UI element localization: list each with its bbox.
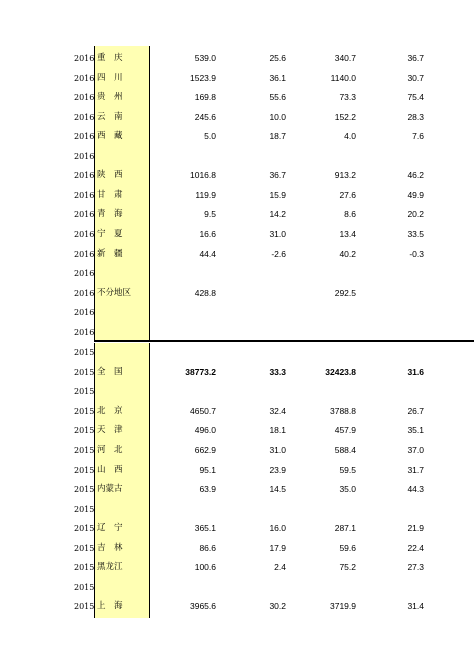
year-cell: 2016 [74, 171, 95, 181]
table-row [0, 284, 474, 303]
region-cell [97, 303, 147, 322]
year-cell: 2016 [74, 93, 95, 103]
year-cell: 2016 [74, 151, 95, 161]
value-cell-3 [290, 343, 356, 362]
value-cell-1: 44.4 [199, 248, 216, 259]
year-cell: 2015 [74, 406, 95, 416]
year-cell: 2016 [74, 327, 95, 337]
value-cell-3 [290, 382, 356, 401]
value-cell-3: 35.0 [339, 484, 356, 495]
value-cell-4: 27.3 [407, 562, 424, 573]
year-cell: 2015 [74, 563, 95, 573]
table-row [0, 402, 474, 421]
value-cell-2 [220, 147, 286, 166]
table-row [0, 166, 474, 185]
region-cell: 北 京 [97, 405, 123, 416]
value-cell-1: 1016.8 [190, 170, 216, 181]
value-cell-3: 4.0 [344, 131, 356, 142]
value-cell-1: 169.8 [194, 92, 216, 103]
value-cell-2: 15.9 [269, 189, 286, 200]
table-row [0, 461, 474, 480]
value-cell-1: 428.8 [194, 287, 216, 298]
year-cell: 2016 [74, 73, 95, 83]
year-cell: 2016 [74, 269, 95, 279]
value-cell-4: 31.6 [407, 366, 424, 377]
region-cell: 青 海 [97, 209, 123, 220]
value-cell-4: -0.3 [409, 248, 424, 259]
value-cell-4 [360, 382, 424, 401]
region-cell: 四 川 [97, 72, 123, 83]
region-cell: 贵 州 [97, 92, 123, 103]
region-cell: 陕 西 [97, 170, 123, 181]
value-cell-4: 21.9 [407, 523, 424, 534]
value-cell-4: 7.6 [412, 131, 424, 142]
value-cell-1: 365.1 [194, 523, 216, 534]
value-cell-1 [150, 500, 216, 519]
value-cell-4 [360, 147, 424, 166]
table-row [0, 205, 474, 224]
value-cell-1: 3965.6 [190, 601, 216, 612]
table-row [0, 186, 474, 205]
table-row [0, 245, 474, 264]
value-cell-2 [220, 382, 286, 401]
value-cell-3: 287.1 [334, 523, 356, 534]
region-cell [97, 264, 147, 283]
year-cell: 2015 [74, 582, 95, 592]
value-cell-1: 662.9 [194, 445, 216, 455]
value-cell-1: 86.6 [199, 542, 216, 553]
value-cell-3 [290, 323, 356, 342]
value-cell-1: 9.5 [204, 209, 216, 220]
value-cell-2 [220, 303, 286, 322]
value-cell-4: 75.4 [407, 92, 424, 103]
table-row [0, 382, 474, 401]
value-cell-2: 55.6 [269, 92, 286, 103]
value-cell-2 [220, 343, 286, 362]
table-row [0, 597, 474, 616]
value-cell-4: 26.7 [407, 405, 424, 416]
region-cell: 黑龙江 [97, 562, 123, 573]
year-cell: 2016 [74, 132, 95, 142]
table-row [0, 108, 474, 127]
value-cell-3: 3788.8 [330, 405, 356, 416]
value-cell-4: 31.4 [407, 601, 424, 612]
table-row [0, 363, 474, 382]
year-cell: 2016 [74, 288, 95, 298]
value-cell-4: 30.7 [407, 72, 424, 83]
table-row [0, 480, 474, 499]
value-cell-4 [360, 264, 424, 283]
value-cell-1 [150, 147, 216, 166]
value-cell-2: 10.0 [269, 111, 286, 122]
region-cell: 新 疆 [97, 248, 123, 259]
value-cell-1: 38773.2 [185, 366, 216, 377]
value-cell-2: 31.0 [269, 445, 286, 455]
value-cell-4: 35.1 [407, 425, 424, 436]
value-cell-4: 20.2 [407, 209, 424, 220]
region-cell: 山 西 [97, 464, 123, 475]
region-cell [97, 382, 147, 401]
year-cell: 2016 [74, 210, 95, 220]
value-cell-3 [290, 264, 356, 283]
value-cell-2: 33.3 [269, 366, 286, 377]
year-cell: 2015 [74, 543, 95, 553]
value-cell-3 [290, 303, 356, 322]
value-cell-2 [220, 323, 286, 342]
value-cell-2: 16.0 [269, 523, 286, 534]
year-cell: 2015 [74, 387, 95, 397]
value-cell-4: 31.7 [407, 464, 424, 475]
value-cell-2: 14.5 [269, 484, 286, 495]
year-cell: 2016 [74, 112, 95, 122]
table-row [0, 49, 474, 68]
value-cell-1: 16.6 [199, 228, 216, 239]
value-cell-3: 152.2 [334, 111, 356, 122]
value-cell-1: 119.9 [195, 189, 216, 200]
value-cell-2: 25.6 [269, 53, 286, 63]
value-cell-3 [290, 578, 356, 597]
value-cell-2 [220, 578, 286, 597]
value-cell-2 [220, 284, 286, 303]
value-cell-3: 59.6 [339, 542, 356, 553]
value-cell-1 [150, 264, 216, 283]
table-row [0, 421, 474, 440]
value-cell-2: 32.4 [269, 405, 286, 416]
region-cell: 宁 夏 [97, 228, 123, 239]
value-cell-3: 588.4 [334, 445, 356, 455]
value-cell-1 [150, 382, 216, 401]
value-cell-4: 33.5 [407, 228, 424, 239]
value-cell-2: 18.1 [269, 425, 286, 436]
year-cell: 2015 [74, 602, 95, 612]
value-cell-2 [220, 500, 286, 519]
value-cell-1: 539.0 [194, 53, 216, 63]
value-cell-3: 8.6 [344, 209, 356, 220]
region-cell: 河 北 [97, 445, 123, 455]
table-row [0, 69, 474, 88]
table-row [0, 519, 474, 538]
region-cell: 辽 宁 [97, 523, 123, 534]
value-cell-3: 75.2 [339, 562, 356, 573]
table-row [0, 558, 474, 577]
table-row [0, 225, 474, 244]
region-cell: 西 藏 [97, 131, 123, 142]
region-cell [97, 147, 147, 166]
value-cell-1 [150, 323, 216, 342]
value-cell-2 [220, 264, 286, 283]
value-cell-4: 46.2 [407, 170, 424, 181]
value-cell-4 [360, 578, 424, 597]
region-cell [97, 500, 147, 519]
table-row [0, 127, 474, 146]
value-cell-2: 36.1 [269, 72, 286, 83]
year-cell: 2016 [74, 308, 95, 318]
value-cell-2: 2.4 [274, 562, 286, 573]
value-cell-4 [360, 343, 424, 362]
value-cell-1: 100.6 [194, 562, 216, 573]
value-cell-2: 36.7 [269, 170, 286, 181]
table-row [0, 343, 474, 362]
value-cell-1 [150, 303, 216, 322]
value-cell-3 [290, 147, 356, 166]
region-cell: 不分地区 [97, 287, 132, 298]
value-cell-3: 13.4 [339, 228, 356, 239]
value-cell-1: 95.1 [199, 464, 216, 475]
value-cell-1: 5.0 [204, 131, 216, 142]
table-row [0, 147, 474, 166]
region-cell: 上 海 [97, 601, 123, 612]
value-cell-4: 28.3 [407, 111, 424, 122]
value-cell-3: 32423.8 [325, 366, 356, 377]
value-cell-4: 22.4 [407, 542, 424, 553]
region-cell: 重 庆 [97, 53, 123, 63]
value-cell-3: 40.2 [339, 248, 356, 259]
value-cell-2: 18.7 [269, 131, 286, 142]
value-cell-3: 27.6 [339, 189, 356, 200]
value-cell-4 [360, 303, 424, 322]
value-cell-2: 23.9 [269, 464, 286, 475]
value-cell-1 [150, 343, 216, 362]
region-cell [97, 343, 147, 362]
year-cell: 2015 [74, 446, 95, 455]
region-cell: 内蒙古 [97, 484, 123, 495]
value-cell-1: 63.9 [199, 484, 216, 495]
year-cell: 2016 [74, 249, 95, 259]
value-cell-3: 1140.0 [330, 72, 356, 83]
value-cell-4: 37.0 [407, 445, 424, 455]
value-cell-1: 4650.7 [190, 405, 216, 416]
table-row [0, 441, 474, 460]
year-cell: 2016 [74, 229, 95, 239]
table-row [0, 500, 474, 519]
value-cell-3: 59.5 [339, 464, 356, 475]
region-cell [97, 323, 147, 342]
value-cell-3: 73.3 [339, 92, 356, 103]
year-cell: 2016 [74, 190, 95, 200]
value-cell-2: 30.2 [269, 601, 286, 612]
year-cell: 2015 [74, 348, 95, 358]
region-cell: 全 国 [97, 366, 123, 377]
value-cell-2: 14.2 [269, 209, 286, 220]
year-cell: 2015 [74, 426, 95, 436]
region-cell [97, 578, 147, 597]
value-cell-4: 49.9 [407, 189, 424, 200]
region-cell: 吉 林 [97, 542, 123, 553]
year-cell: 2016 [74, 54, 95, 63]
year-cell: 2015 [74, 465, 95, 475]
value-cell-1: 245.6 [194, 111, 216, 122]
value-cell-1: 1523.9 [190, 72, 216, 83]
year-cell: 2015 [74, 485, 95, 495]
value-cell-4 [360, 323, 424, 342]
value-cell-2: 17.9 [269, 542, 286, 553]
value-cell-4: 44.3 [407, 484, 424, 495]
value-cell-3: 340.7 [334, 53, 356, 63]
region-cell: 天 津 [97, 425, 123, 436]
value-cell-3: 457.9 [334, 425, 356, 436]
table-row [0, 578, 474, 597]
value-cell-3 [290, 500, 356, 519]
year-cell: 2015 [74, 504, 95, 514]
value-cell-4: 36.7 [407, 53, 424, 63]
region-cell: 甘 肃 [97, 189, 123, 200]
value-cell-1: 496.0 [194, 425, 216, 436]
value-cell-3: 913.2 [334, 170, 356, 181]
value-cell-2: 31.0 [269, 228, 286, 239]
year-cell: 2015 [74, 524, 95, 534]
value-cell-2: -2.6 [271, 248, 286, 259]
table-row [0, 323, 474, 342]
table-row [0, 88, 474, 107]
region-cell: 云 南 [97, 111, 123, 122]
value-cell-3: 292.5 [334, 287, 356, 298]
value-cell-1 [150, 578, 216, 597]
value-cell-4 [360, 500, 424, 519]
table-row [0, 303, 474, 322]
value-cell-4 [360, 284, 424, 303]
year-cell: 2015 [74, 367, 95, 377]
table-row [0, 264, 474, 283]
value-cell-3: 3719.9 [330, 601, 356, 612]
table-row [0, 539, 474, 558]
